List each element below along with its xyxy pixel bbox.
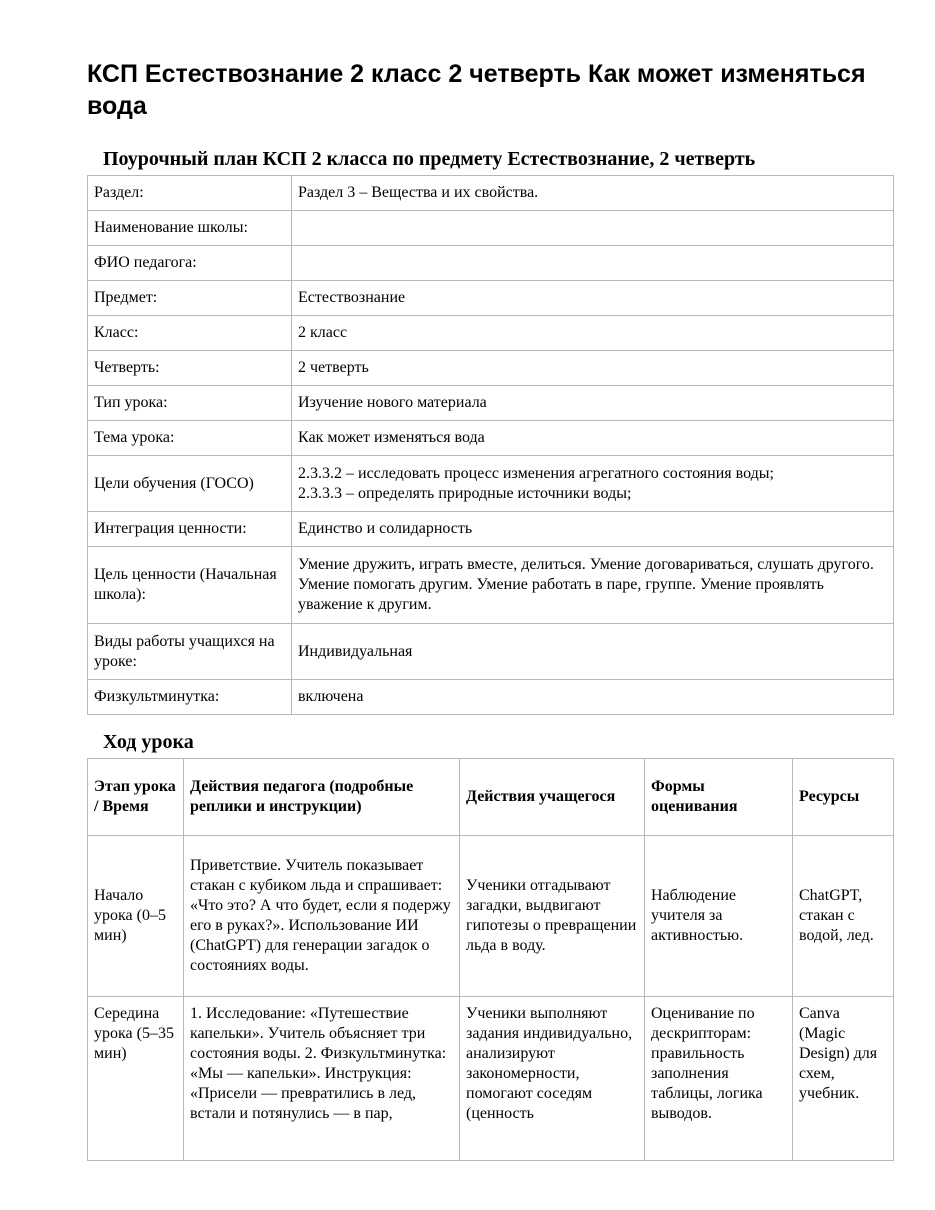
- lesson-cell: Наблюдение учителя за активностью.: [645, 836, 793, 997]
- info-label: Интеграция ценности:: [88, 512, 292, 547]
- info-value: Изучение нового материала: [292, 386, 894, 421]
- info-label: Цели обучения (ГОСО): [88, 456, 292, 512]
- info-label: Физкультминутка:: [88, 680, 292, 715]
- info-row: [88, 547, 894, 624]
- lesson-header-cell: Действия педагога (подробные реплики и инструкции): [184, 759, 460, 836]
- info-value: Естествознание: [292, 281, 894, 316]
- lesson-cell: Оценивание по дескрипторам: правильность заполнения таблицы, логика выводов.: [645, 997, 793, 1161]
- lesson-row: [88, 997, 894, 1161]
- info-row: [88, 316, 894, 351]
- info-row: [88, 351, 894, 386]
- lesson-cell: 1. Исследование: «Путешествие капельки». Учитель объясняет три состояния воды. 2. Физкультминутка: «Мы — капельки». Инструкция: «Присели — превратились в лед, встали и потянулись — в пар,: [184, 997, 460, 1161]
- info-row: [88, 456, 894, 512]
- lesson-row: [88, 836, 894, 997]
- info-label: Тема урока:: [88, 421, 292, 456]
- lesson-header-cell: Ресурсы: [793, 759, 894, 836]
- lesson-header-cell: Этап урока / Время: [88, 759, 184, 836]
- info-value: Единство и солидарность: [292, 512, 894, 547]
- info-label: Тип урока:: [88, 386, 292, 421]
- lesson-flow-heading: Ход урока: [103, 731, 194, 753]
- lesson-cell: Canva (Magic Design) для схем, учебник.: [793, 997, 894, 1161]
- info-value: [292, 246, 894, 281]
- info-value: Индивидуальная: [292, 624, 894, 680]
- lesson-cell: Ученики отгадывают загадки, выдвигают гипотезы о превращении льда в воду.: [460, 836, 645, 997]
- info-row: [88, 512, 894, 547]
- lesson-header-row: [88, 759, 894, 836]
- info-value: 2 четверть: [292, 351, 894, 386]
- info-value: 2 класс: [292, 316, 894, 351]
- lesson-flow-table: [87, 758, 894, 1161]
- info-row: [88, 211, 894, 246]
- info-value: Как может изменяться вода: [292, 421, 894, 456]
- info-row: [88, 176, 894, 211]
- info-value: Раздел 3 – Вещества и их свойства.: [292, 176, 894, 211]
- info-row: [88, 680, 894, 715]
- info-label: ФИО педагога:: [88, 246, 292, 281]
- info-value: 2.3.3.2 – исследовать процесс изменения агрегатного состояния воды; 2.3.3.3 – определять природные источники воды;: [292, 456, 894, 512]
- info-label: Наименование школы:: [88, 211, 292, 246]
- info-label: Предмет:: [88, 281, 292, 316]
- lesson-cell: Приветствие. Учитель показывает стакан с кубиком льда и спрашивает: «Что это? А что будет, если я подержу его в руках?». Использование ИИ (ChatGPT) для генерации загадок о состояниях воды.: [184, 836, 460, 997]
- lesson-cell: Начало урока (0–5 мин): [88, 836, 184, 997]
- info-row: [88, 624, 894, 680]
- info-label: Класс:: [88, 316, 292, 351]
- info-row: [88, 386, 894, 421]
- info-value: Умение дружить, играть вместе, делиться. Умение договариваться, слушать другого. Умение помогать другим. Умение работать в паре, группе. Умение проявлять уважение к другим.: [292, 547, 894, 624]
- info-label: Раздел:: [88, 176, 292, 211]
- info-row: [88, 421, 894, 456]
- info-label: Цель ценности (Начальная школа):: [88, 547, 292, 624]
- lesson-info-table: [87, 175, 894, 715]
- info-label: Виды работы учащихся на уроке:: [88, 624, 292, 680]
- lesson-cell: ChatGPT, стакан с водой, лед.: [793, 836, 894, 997]
- info-row: [88, 281, 894, 316]
- lesson-cell: Ученики выполняют задания индивидуально, анализируют закономерности, помогают соседям (ценность: [460, 997, 645, 1161]
- document-page: [87, 58, 893, 1161]
- lesson-header-cell: Действия учащегося: [460, 759, 645, 836]
- info-value: включена: [292, 680, 894, 715]
- document-title: КСП Естествознание 2 класс 2 четверть Как может изменяться вода: [87, 60, 866, 120]
- info-row: [88, 246, 894, 281]
- info-label: Четверть:: [88, 351, 292, 386]
- lesson-cell: Середина урока (5–35 мин): [88, 997, 184, 1161]
- lesson-header-cell: Формы оценивания: [645, 759, 793, 836]
- info-value: [292, 211, 894, 246]
- plan-heading: Поурочный план КСП 2 класса по предмету Естествознание, 2 четверть: [103, 148, 756, 170]
